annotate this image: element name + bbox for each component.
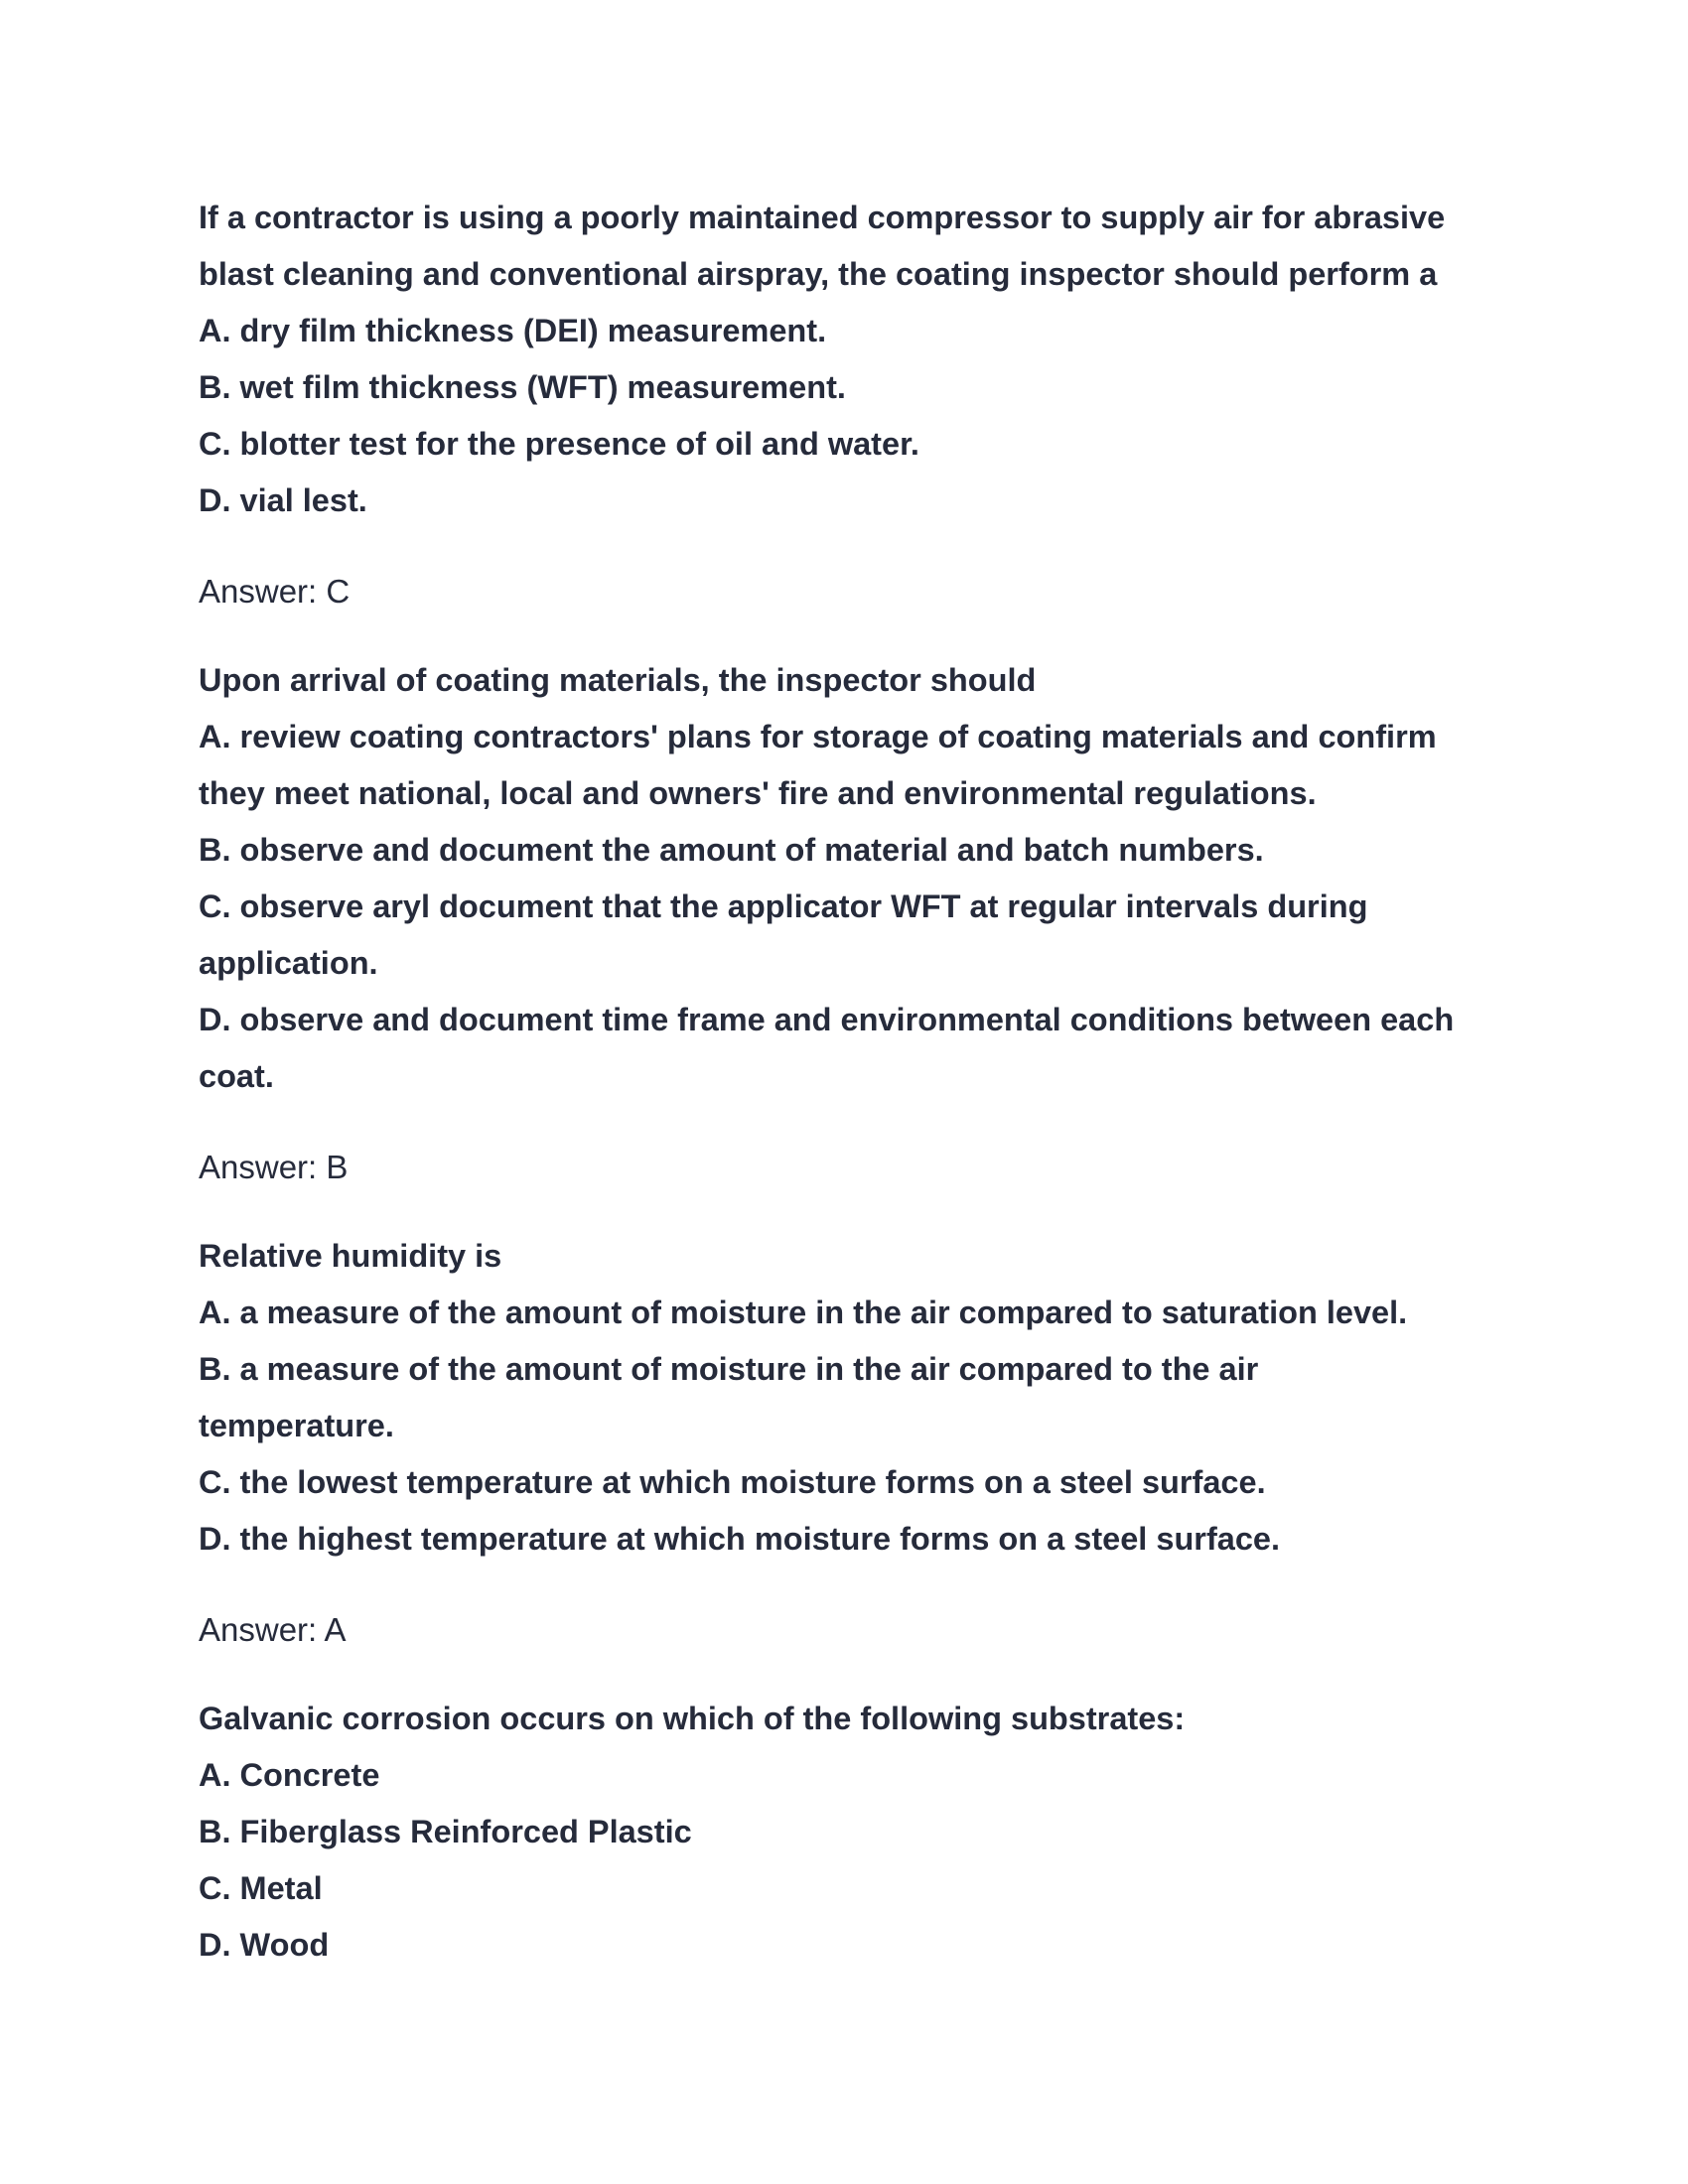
question-stem: blast cleaning and conventional airspray, the coating inspector should perform a: [199, 256, 1438, 292]
option-c: C. blotter test for the presence of oil and water.: [199, 426, 919, 462]
answer-text: Answer: B: [199, 1149, 349, 1185]
question-stem: Relative humidity is: [199, 1238, 502, 1274]
option-b: B. wet film thickness (WFT) measurement.: [199, 369, 846, 405]
answer-text: Answer: A: [199, 1611, 347, 1648]
option-b: B. observe and document the amount of material and batch numbers.: [199, 832, 1264, 868]
option-a-continued: they meet national, local and owners' fire and environmental regulations.: [199, 775, 1317, 811]
question-stem: Upon arrival of coating materials, the inspector should: [199, 662, 1037, 698]
question-stem: Galvanic corrosion occurs on which of the following substrates:: [199, 1701, 1186, 1736]
option-b: B. Fiberglass Reinforced Plastic: [199, 1814, 692, 1849]
question-2: [199, 652, 1509, 1195]
option-a: A. dry film thickness (DEI) measurement.: [199, 313, 827, 348]
option-a: A. Concrete: [199, 1757, 380, 1793]
question-1: [199, 190, 1509, 619]
option-c: C. Metal: [199, 1870, 323, 1906]
option-b: B. a measure of the amount of moisture in the air compared to the air: [199, 1351, 1259, 1387]
option-c: C. observe aryl document that the applicator WFT at regular intervals during: [199, 888, 1368, 924]
option-d-continued: coat.: [199, 1058, 274, 1094]
option-a: A. a measure of the amount of moisture in the air compared to saturation level.: [199, 1295, 1408, 1330]
option-c: C. the lowest temperature at which moisture forms on a steel surface.: [199, 1464, 1266, 1500]
question-stem: If a contractor is using a poorly maintained compressor to supply air for abrasive: [199, 200, 1446, 235]
document-page: [199, 190, 1509, 1974]
option-b-continued: temperature.: [199, 1408, 394, 1443]
option-c-continued: application.: [199, 945, 378, 981]
option-d: D. Wood: [199, 1927, 330, 1963]
option-d: D. vial lest.: [199, 482, 367, 518]
answer-text: Answer: C: [199, 573, 351, 610]
question-4: [199, 1691, 1509, 1974]
option-d: D. the highest temperature at which moisture forms on a steel surface.: [199, 1521, 1281, 1557]
question-3: [199, 1228, 1509, 1658]
option-a: A. review coating contractors' plans for storage of coating materials and confirm: [199, 719, 1437, 754]
option-d: D. observe and document time frame and environmental conditions between each: [199, 1002, 1455, 1037]
